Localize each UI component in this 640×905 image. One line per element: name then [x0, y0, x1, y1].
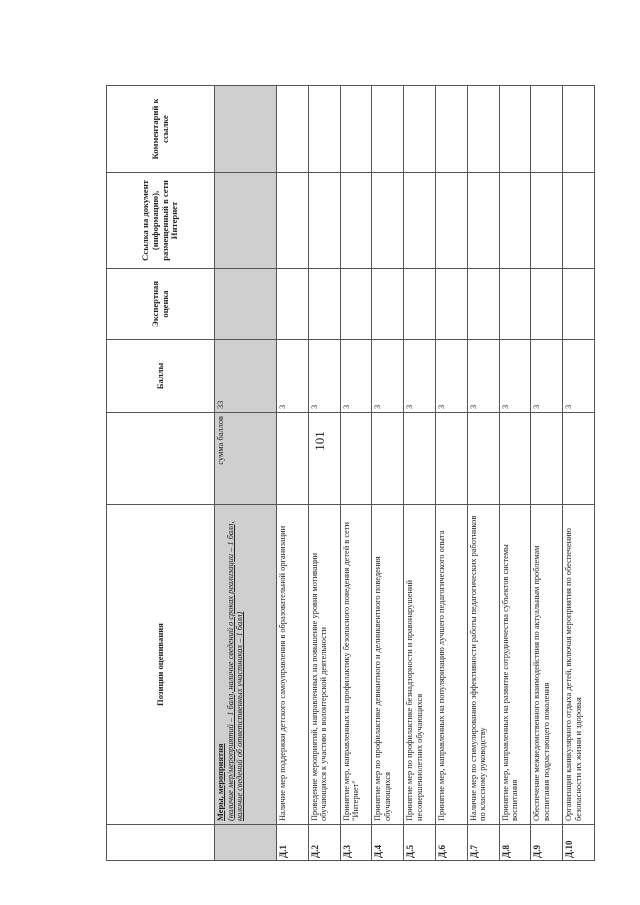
section-code-cell [215, 825, 277, 861]
row-code: Д.10 [563, 825, 595, 861]
row-points: 3 [499, 340, 531, 413]
header-comment: Комментарий к ссылке [107, 86, 215, 173]
header-code [107, 825, 215, 861]
row-text: Обеспечение межведомственного взаимодействия по актуальным проблемам воспитания подрастающего поколения [531, 505, 563, 825]
section-sum-label: сумма баллов [215, 413, 277, 505]
row-points: 3 [404, 340, 436, 413]
row-sum-cell [340, 413, 372, 505]
row-link-cell [308, 173, 340, 269]
section-points: 33 [215, 340, 277, 413]
row-text: Принятие мер, направленных на профилактику безопасного поведения детей в сети "Интернет" [340, 505, 372, 825]
row-code: Д.9 [531, 825, 563, 861]
row-expert-cell [499, 269, 531, 340]
table-row [404, 86, 436, 861]
row-code: Д.8 [499, 825, 531, 861]
row-link-cell [563, 173, 595, 269]
row-expert-cell [340, 269, 372, 340]
row-text: Принятие мер по профилактике девиантного и делинквентного поведения обучающихся [372, 505, 404, 825]
row-expert-cell [372, 269, 404, 340]
table-row [467, 86, 499, 861]
section-title: Меры, мероприятия [216, 743, 225, 821]
row-expert-cell [404, 269, 436, 340]
row-expert-cell [563, 269, 595, 340]
row-comment-cell [435, 86, 467, 173]
row-comment-cell [372, 86, 404, 173]
header-link: Ссылка на документ (информацию), размещенный в сети Интернет [107, 173, 215, 269]
row-sum-cell [435, 413, 467, 505]
section-title-cell [215, 505, 277, 825]
table-row [435, 86, 467, 861]
row-text: Принятие мер по профилактике безнадзорности и правонарушений несовершеннолетних обучающихся [404, 505, 436, 825]
evaluation-table [106, 85, 595, 861]
row-comment-cell [563, 86, 595, 173]
page-number-text: 101 [312, 431, 327, 451]
row-sum-cell [531, 413, 563, 505]
table-row [372, 86, 404, 861]
section-note: (наличие мер/мероприятий – 1 балл, наличие сведений о сроках реализации – 1 балл, наличие сведений об ответственных участниках – 1 балл) [225, 521, 245, 821]
row-link-cell [340, 173, 372, 269]
row-code: Д.2 [308, 825, 340, 861]
rotated-table [106, 86, 594, 861]
row-link-cell [435, 173, 467, 269]
row-text: Проведение мероприятий, направленных на повышение уровня мотивации обучающихся к участию в волонтерской деятельности [308, 505, 340, 825]
row-comment-cell [499, 86, 531, 173]
section-row [215, 86, 277, 861]
table-row [308, 86, 340, 861]
header-sum [107, 413, 215, 505]
header-points: Баллы [107, 340, 215, 413]
row-points: 3 [563, 340, 595, 413]
row-points: 3 [308, 340, 340, 413]
row-text: Принятие мер, направленных на развитие сотрудничества субъектов системы воспитания [499, 505, 531, 825]
row-sum-cell [563, 413, 595, 505]
row-comment-cell [467, 86, 499, 173]
row-comment-cell [404, 86, 436, 173]
row-points: 3 [435, 340, 467, 413]
row-text: Организация каникулярного отдыха детей, включая мероприятия по обеспечению безопасности их жизни и здоровья [563, 505, 595, 825]
row-comment-cell [340, 86, 372, 173]
evaluation-table-container [106, 86, 594, 861]
row-points: 3 [467, 340, 499, 413]
row-code: Д.7 [467, 825, 499, 861]
table-row [340, 86, 372, 861]
table-row [277, 86, 309, 861]
row-link-cell [467, 173, 499, 269]
section-comment-cell [215, 86, 277, 173]
table-row [499, 86, 531, 861]
row-sum-cell [277, 413, 309, 505]
row-sum-cell [467, 413, 499, 505]
row-comment-cell [531, 86, 563, 173]
table-row [563, 86, 595, 861]
row-code: Д.6 [435, 825, 467, 861]
row-text: Наличие мер поддержки детского самоуправления в образовательной организации [277, 505, 309, 825]
row-sum-cell [308, 413, 340, 505]
row-link-cell [404, 173, 436, 269]
row-comment-cell [308, 86, 340, 173]
table-row [531, 86, 563, 861]
row-expert-cell [277, 269, 309, 340]
row-sum-cell [499, 413, 531, 505]
row-link-cell [372, 173, 404, 269]
row-code: Д.3 [340, 825, 372, 861]
row-sum-cell [372, 413, 404, 505]
row-code: Д.1 [277, 825, 309, 861]
row-code: Д.4 [372, 825, 404, 861]
section-expert-cell [215, 269, 277, 340]
row-expert-cell [435, 269, 467, 340]
section-link-cell [215, 173, 277, 269]
row-points: 3 [340, 340, 372, 413]
row-link-cell [499, 173, 531, 269]
row-sum-cell [404, 413, 436, 505]
row-text: Принятие мер, направленных на популяризацию лучшего педагогического опыта [435, 505, 467, 825]
row-code: Д.5 [404, 825, 436, 861]
header-expert-score: Экспертная оценка [107, 269, 215, 340]
row-expert-cell [308, 269, 340, 340]
row-text: Наличие мер по стимулированию эффективности работы педагогических работников по классному руководству [467, 505, 499, 825]
row-link-cell [531, 173, 563, 269]
row-points: 3 [531, 340, 563, 413]
row-expert-cell [531, 269, 563, 340]
row-expert-cell [467, 269, 499, 340]
row-points: 3 [277, 340, 309, 413]
row-link-cell [277, 173, 309, 269]
row-comment-cell [277, 86, 309, 173]
header-row [107, 86, 215, 861]
header-position: Позиции оценивания [107, 505, 215, 825]
row-points: 3 [372, 340, 404, 413]
